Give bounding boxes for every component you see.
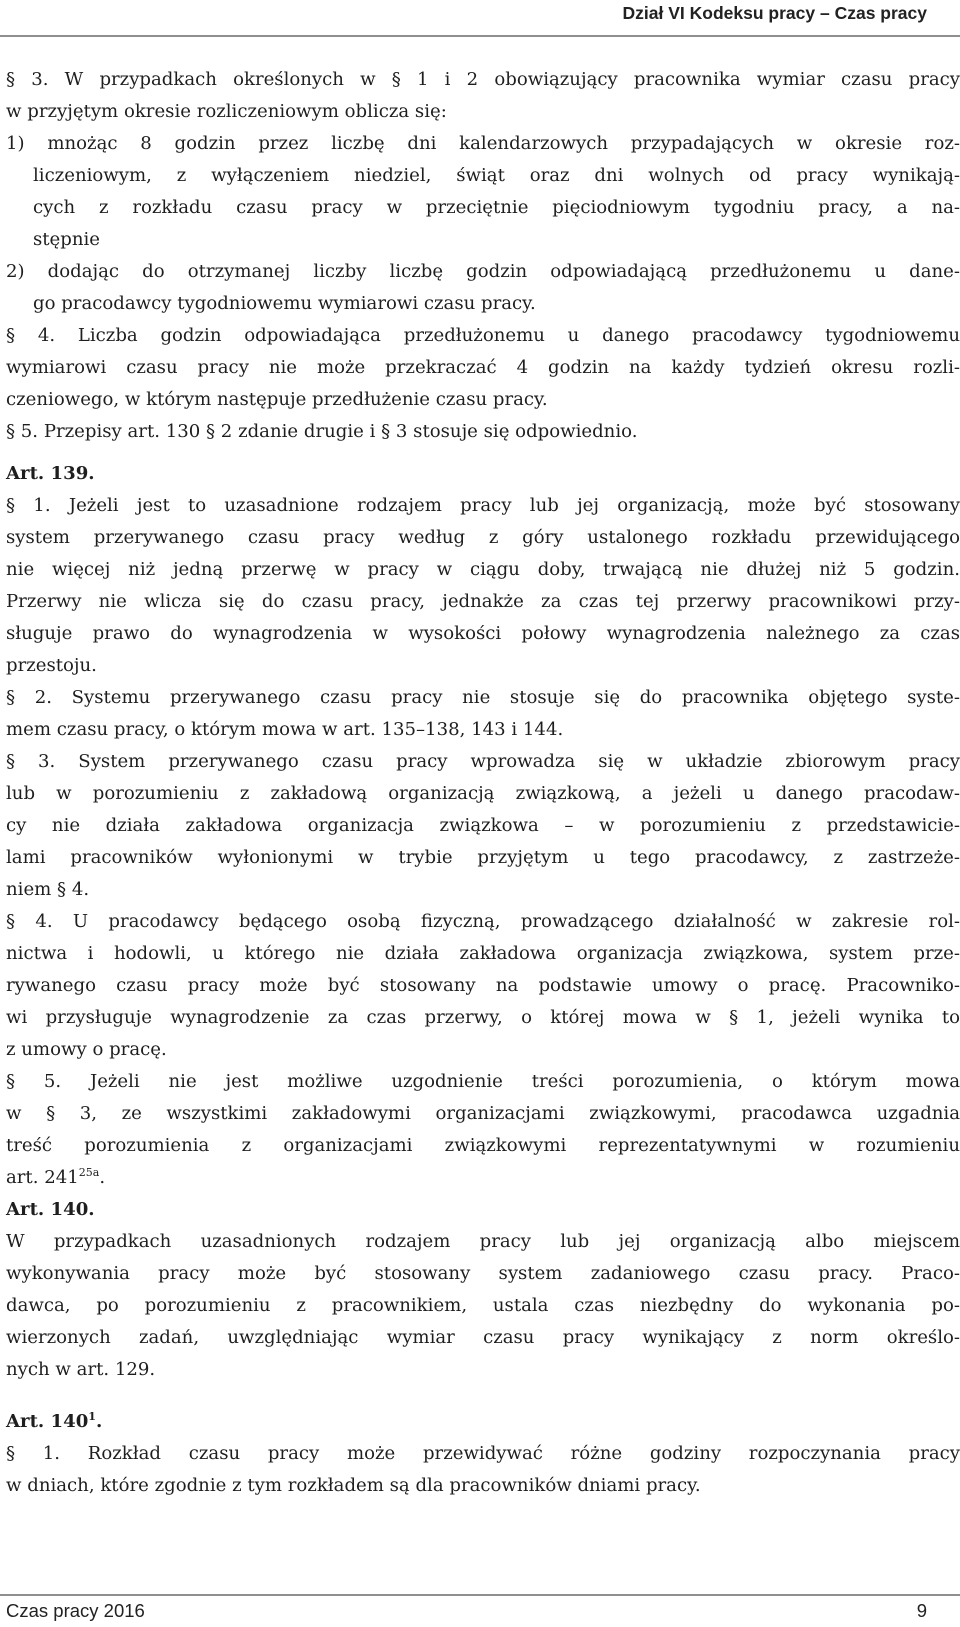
- spacer: [6, 448, 960, 458]
- superscript: 1: [88, 1410, 96, 1423]
- text-line: wierzonych zadań, uwzględniając wymiar czasu pracy wynikający z norm określo-: [6, 1327, 960, 1348]
- text-line: z umowy o pracę.: [6, 1039, 167, 1060]
- text-line: lub w porozumieniu z zakładową organizacją związkową, a jeżeli u danego pracodaw-: [6, 783, 960, 804]
- text-line: § 5. Jeżeli nie jest możliwe uzgodnienie treści porozumienia, o którym mowa: [6, 1071, 960, 1092]
- text-line: liczeniowym, z wyłączeniem niedziel, świąt oraz dni wolnych od pracy wynikają-: [33, 165, 960, 186]
- running-header: Dział VI Kodeksu pracy – Czas pracy: [622, 3, 927, 23]
- text-line: w przyjętym okresie rozliczeniowym oblicza się:: [6, 101, 447, 122]
- text-line: § 3. System przerywanego czasu pracy wprowadza się w układzie zbiorowym pracy: [6, 751, 960, 772]
- text-line: § 1. Jeżeli jest to uzasadnione rodzajem pracy lub jej organizacją, może być stosowany: [6, 495, 960, 516]
- text-line: § 4. Liczba godzin odpowiadająca przedłużonemu u danego pracodawcy tygodniowemu: [6, 325, 960, 346]
- text-line: mem czasu pracy, o którym mowa w art. 135–138, 143 i 144.: [6, 719, 564, 740]
- text-line: wykonywania pracy może być stosowany system zadaniowego czasu pracy. Praco-: [6, 1263, 960, 1284]
- text-line: 2) dodając do otrzymanej liczby liczbę godzin odpowiadającą przedłużonemu u dane-: [6, 261, 960, 282]
- text-line: § 4. U pracodawcy będącego osobą fizyczną, prowadzącego działalność w zakresie rol-: [6, 911, 960, 932]
- footer-rule: [0, 1594, 960, 1596]
- text-line: nie więcej niż jedną przerwę w pracy w ciągu doby, trwającą nie dłużej niż 5 godzin.: [6, 559, 960, 580]
- text-line: treść porozumienia z organizacjami związkowymi reprezentatywnymi w rozumieniu: [6, 1135, 960, 1156]
- text-line: wi przysługuje wynagrodzenie za czas przerwy, o której mowa w § 1, jeżeli wynika to: [6, 1007, 960, 1028]
- article-heading: [6, 1406, 960, 1438]
- text-line: niem § 4.: [6, 879, 90, 900]
- text-line: cy nie działa zakładowa organizacja związkowa – w porozumieniu z przedstawicie-: [6, 815, 960, 836]
- text-line: 1) mnożąc 8 godzin przez liczbę dni kalendarzowych przypadających w okresie roz-: [6, 133, 960, 154]
- text-line: stępnie: [33, 229, 100, 250]
- page-number: 9: [916, 1600, 927, 1621]
- text-line: czeniowego, w którym następuje przedłużenie czasu pracy.: [6, 389, 548, 410]
- superscript: 25a: [78, 1166, 100, 1179]
- text-line: Przerwy nie wlicza się do czasu pracy, jednakże za czas tej przerwy pracownikowi przy-: [6, 591, 960, 612]
- text-line: cych z rozkładu czasu pracy w przeciętnie pięciodniowym tygodniu pracy, a na-: [33, 197, 960, 218]
- footer-title: Czas pracy 2016: [6, 1600, 145, 1621]
- text-line: dawca, po porozumieniu z pracownikiem, ustala czas niezbędny do wykonania po-: [6, 1295, 960, 1316]
- text-line: przestoju.: [6, 655, 97, 676]
- spacer: [6, 1396, 960, 1406]
- text-line: W przypadkach uzasadnionych rodzajem pracy lub jej organizacją albo miejscem: [6, 1231, 960, 1252]
- text-line: rywanego czasu pracy może być stosowany na podstawie umowy o pracę. Pracowniko-: [6, 975, 960, 996]
- text-line: § 3. W przypadkach określonych w § 1 i 2 obowiązujący pracownika wymiar czasu pracy: [6, 69, 960, 90]
- article-label: Art. 140: [6, 1411, 89, 1432]
- text-line: lami pracowników wyłonionymi w trybie przyjętym u tego pracodawcy, z zastrzeże-: [6, 847, 960, 868]
- spacer: [6, 1386, 960, 1396]
- period: .: [95, 1411, 103, 1432]
- text-line: nictwa i hodowli, u którego nie działa zakładowa organizacja związkowa, system prze-: [6, 943, 960, 964]
- text-line: w § 3, ze wszystkimi zakładowymi organizacjami związkowymi, pracodawca uzgadnia: [6, 1103, 960, 1124]
- text-line: § 2. Systemu przerywanego czasu pracy nie stosuje się do pracownika objętego syste-: [6, 687, 960, 708]
- article-heading: Art. 140.: [6, 1199, 95, 1220]
- period: .: [99, 1167, 106, 1188]
- text-line: go pracodawcy tygodniowemu wymiarowi czasu pracy.: [33, 293, 536, 314]
- text-line: § 1. Rozkład czasu pracy może przewidywać różne godziny rozpoczynania pracy: [6, 1443, 960, 1464]
- document-body: [6, 64, 960, 1502]
- text-line: w dniach, które zgodnie z tym rozkładem są dla pracowników dniami pracy.: [6, 1475, 701, 1496]
- header-rule: [0, 35, 960, 37]
- text-line: § 5. Przepisy art. 130 § 2 zdanie drugie i § 3 stosuje się odpowiednio.: [6, 421, 638, 442]
- text-line: system przerywanego czasu pracy według z góry ustalonego rozkładu przewidującego: [6, 527, 960, 548]
- text-line: nych w art. 129.: [6, 1359, 156, 1380]
- text-line: sługuje prawo do wynagrodzenia w wysokości połowy wynagrodzenia należnego za czas: [6, 623, 960, 644]
- art-ref: art. 241: [6, 1167, 79, 1188]
- text-line-with-superscript: [6, 1162, 960, 1194]
- text-line: wymiarowi czasu pracy nie może przekraczać 4 godzin na każdy tydzień okresu rozli-: [6, 357, 960, 378]
- article-heading: Art. 139.: [6, 463, 95, 484]
